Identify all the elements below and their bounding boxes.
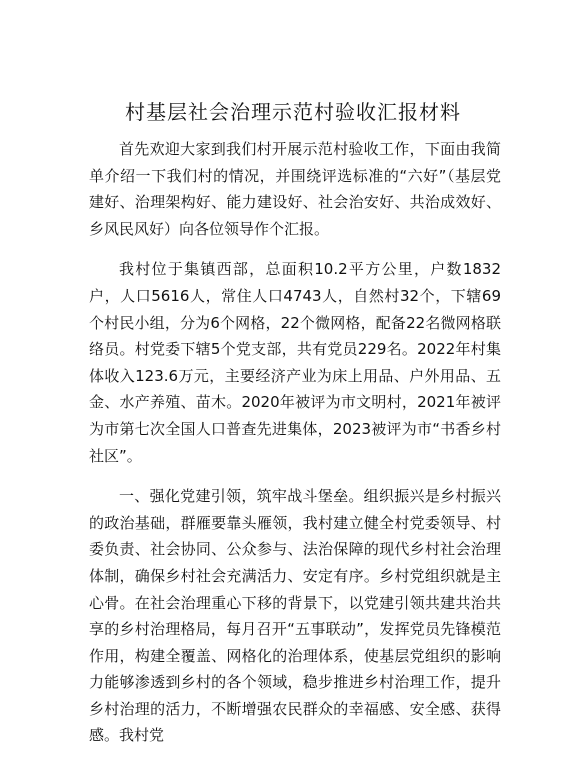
paragraph-intro: 首先欢迎大家到我们村开展示范村验收工作，下面由我简单介绍一下我们村的情况，并围绕评选标准的“六好”（基层党建好、治理架构好、能力建设好、社会治安好、共治成效好、乡风民风好）向各位领导作个汇报。 [89,140,501,238]
paragraph-party-building: 一、强化党建引领，筑牢战斗堡垒。组织振兴是乡村振兴的政治基础，群雁要靠头雁领，我村建立健全村党委领导、村委负责、社会协同、公众参与、法治保障的现代乡村社会治理体制，确保乡村社会充满活力、安定有序。乡村党组织就是主心骨。在社会治理重心下移的背景下，以党建引领共建共治共享的乡村治理格局，每月召开“五事联动”，发挥党员先锋模范作用，构建全覆盖、网格化的治理体系，使基层党组织的影响力能够渗透到乡村的各个领域，稳步推进乡村治理工作，提升乡村治理的活力，不断增强农民群众的幸福感、安全感、获得感。我村党 [89,487,501,745]
document-title: 村基层社会治理示范村验收汇报材料 [125,100,461,124]
paragraph-village-overview: 我村位于集镇西部，总面积10.2平方公里，户数1832户，人口5616人，常住人口4743人，自然村32个，下辖69个村民小组，分为6个网格，22个微网格，配备22名微网格联络员。村党委下辖5个党支部，共有党员229名。2022年村集体收入123.6万元，主要经济产业为床上用品、户外用品、五金、水产养殖、苗木。2020年被评为市文明村，2021年被评为市第七次全国人口普查先进集体，2023被评为市“书香乡村社区”。 [89,260,501,465]
document-body [89,136,501,763]
